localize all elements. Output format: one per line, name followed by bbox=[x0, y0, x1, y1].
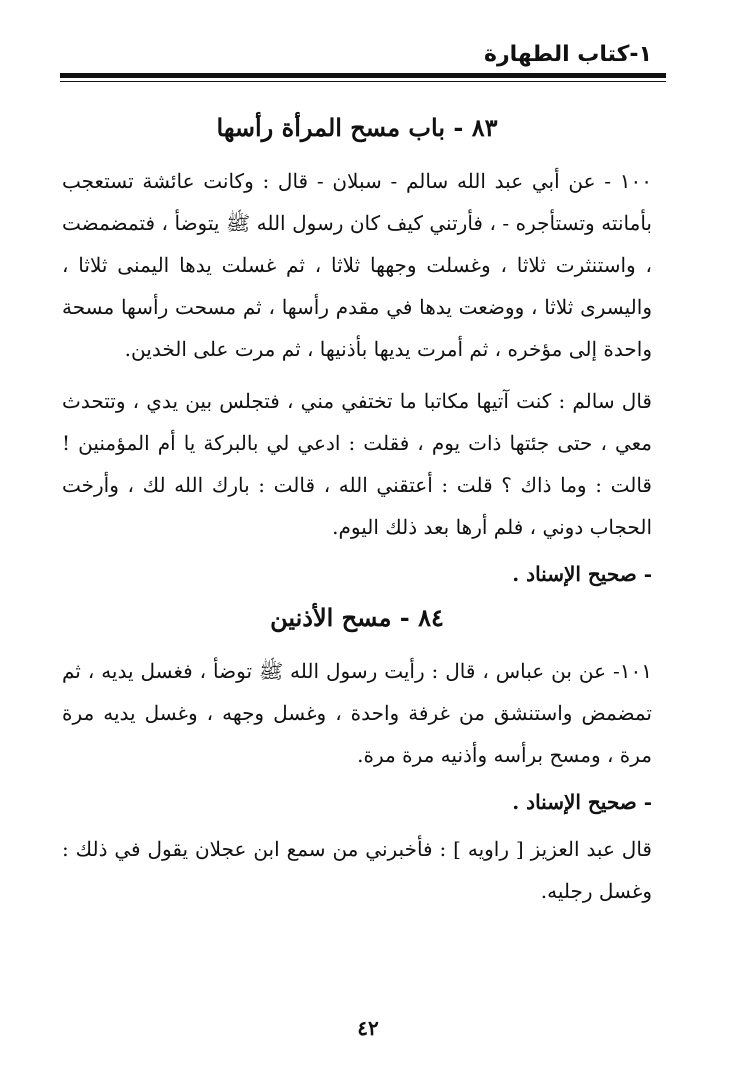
header-rule-thick bbox=[60, 73, 666, 78]
chapter-84-title: ٨٤ - مسح الأذنين bbox=[270, 603, 444, 632]
page-number: ٤٢ bbox=[357, 1016, 379, 1040]
paragraph-gap bbox=[62, 370, 652, 380]
salim-note: قال سالم : كنت آتيها مكاتبا ما تختفي مني ، فتجلس بين يدي ، وتتحدث معي ، حتى جئتها ذات يوم ، فقلت : ادعي لي بالبركة يا أم المؤمنين ! قالت : وما ذاك ؟ قلت : أعتقني الله ، قالت : بارك الله لك ، وأرخت الحجاب دوني ، فلم أرها بعد ذلك اليوم. bbox=[62, 389, 652, 539]
chapter-83-title: ٨٣ - باب مسح المرأة رأسها bbox=[216, 113, 498, 142]
chapter-84-grade: - صحيح الإسناد . bbox=[512, 790, 652, 814]
chapter-83-grade: - صحيح الإسناد . bbox=[512, 562, 652, 586]
page-body bbox=[62, 104, 652, 912]
hadith-100: ١٠٠ - عن أبي عبد الله سالم - سبلان - قال : وكانت عائشة تستعجب بأمانته وتستأجره - ، فأرتني كيف كان رسول الله ﷺ يتوضأ ، فتمضمضت ، واستنثرت ثلاثا ، وغسلت وجهها ثلاثا ، ثم غسلت يدها اليمنى ثلاثا ، واليسرى ثلاثا ، ووضعت يدها في مقدم رأسها ، ثم مسحت رأسها مسحة واحدة إلى مؤخره ، ثم أمرت يديها بأذنيها ، ثم مرت على الخدين. bbox=[62, 169, 652, 361]
header-rule-thin bbox=[60, 81, 666, 82]
hadith-101: ١٠١- عن بن عباس ، قال : رأيت رسول الله ﷺ توضأ ، فغسل يديه ، ثم تمضمض واستنشق من غرفة واحدة ، وغسل وجهه ، وغسل يديه مرة مرة ، ومسح برأسه وأذنيه مرة مرة. bbox=[62, 659, 652, 767]
running-title: ١-كتاب الطهارة bbox=[483, 42, 652, 67]
abdulaziz-note: قال عبد العزيز [ راويه ] : فأخبرني من سمع ابن عجلان يقول في ذلك : وغسل رجليه. bbox=[62, 837, 652, 903]
